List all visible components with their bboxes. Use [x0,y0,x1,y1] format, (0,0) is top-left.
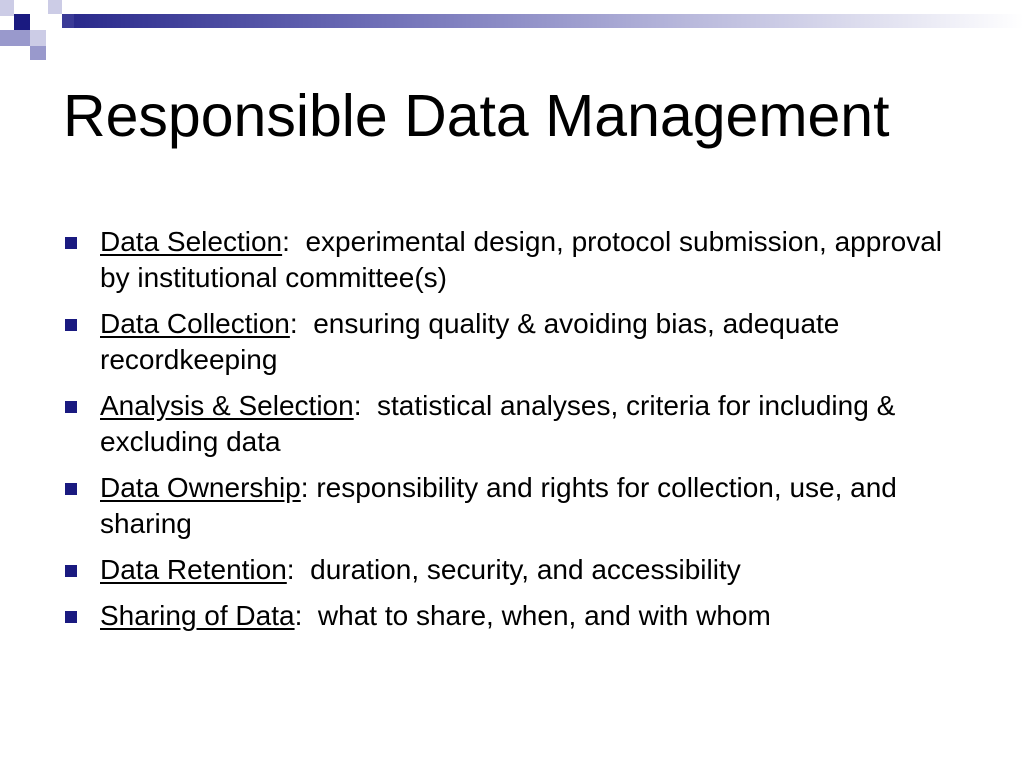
bullet-separator: : [282,226,290,257]
bullet-item [62,306,962,378]
bullet-separator: : [353,390,362,421]
decor-square [30,14,46,30]
header-gradient-bar [74,14,1024,28]
bullet-list [62,224,962,644]
bullet-item [62,470,962,542]
bullet-term: Data Ownership [100,472,301,503]
decor-square [48,0,62,14]
square-bullet-icon [65,565,77,577]
bullet-separator: : [289,308,298,339]
square-bullet-icon [65,611,77,623]
decor-square [30,30,46,46]
decor-square [0,30,14,46]
decor-square [14,14,30,30]
slide-title: Responsible Data Management [63,83,890,149]
decor-square [0,0,14,16]
square-bullet-icon [65,237,77,249]
bullet-description: experimental design, protocol submission, approval by institutional committee(s) [100,226,950,293]
bullet-item [62,552,962,588]
decor-square [14,30,30,46]
bullet-description: ensuring quality & avoiding bias, adequate recordkeeping [100,308,848,375]
square-bullet-icon [65,401,77,413]
bullet-term: Data Collection [100,308,290,339]
bullet-description: statistical analyses, criteria for including & excluding data [100,390,904,457]
bullet-term: Data Retention [100,554,287,585]
bullet-item [62,598,962,634]
decor-square [30,46,46,60]
square-bullet-icon [65,319,77,331]
decor-square [62,14,74,28]
bullet-description: responsibility and rights for collection, use, and sharing [100,472,905,539]
bullet-separator: : [300,472,309,503]
bullet-description: what to share, when, and with whom [302,600,771,631]
bullet-item [62,388,962,460]
bullet-term: Sharing of Data [100,600,295,631]
bullet-term: Data Selection [100,226,283,257]
bullet-separator: : [286,554,295,585]
bullet-description: duration, security, and accessibility [294,554,741,585]
bullet-separator: : [294,600,303,631]
corner-decoration [0,0,80,64]
square-bullet-icon [65,483,77,495]
bullet-term: Analysis & Selection [100,390,354,421]
bullet-item [62,224,962,296]
